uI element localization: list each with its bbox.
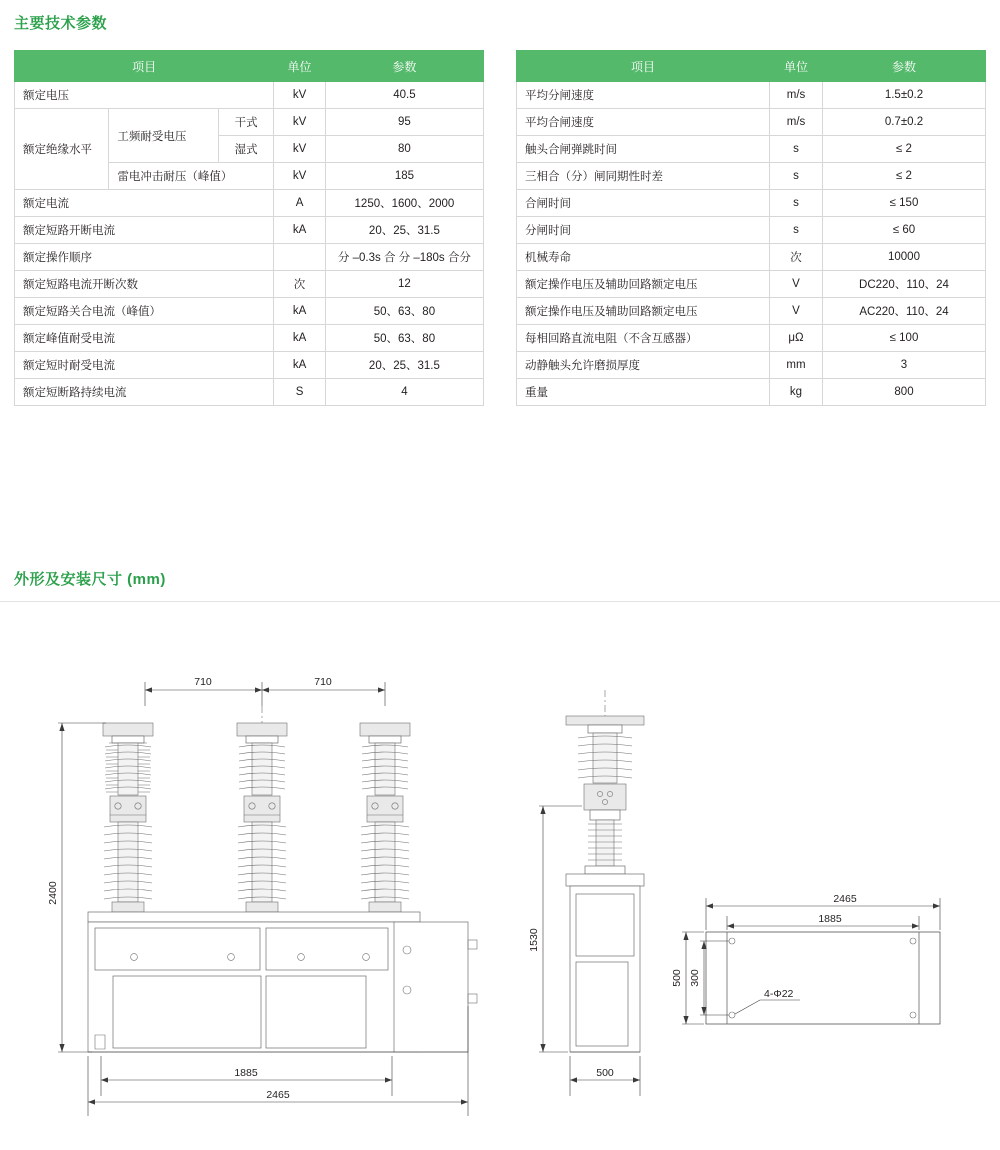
table-row <box>15 190 484 217</box>
cell-unit: V <box>770 298 823 325</box>
cell-item: 额定操作电压及辅助回路额定电压 <box>517 271 770 298</box>
table-technical-parameters-left <box>14 50 484 406</box>
table-row <box>517 244 986 271</box>
cell-unit <box>274 244 326 271</box>
table-row <box>15 271 484 298</box>
cell-item-group: 额定绝缘水平 <box>15 109 109 190</box>
page-title-parameters: 主要技术参数 <box>14 15 108 32</box>
table-row <box>517 109 986 136</box>
cell-item: 合闸时间 <box>517 190 770 217</box>
dim-plan-hole-spacing <box>700 941 729 1015</box>
table-row <box>15 244 484 271</box>
cell-value: 10000 <box>823 244 986 271</box>
cell-unit: s <box>770 163 823 190</box>
header-unit: 单位 <box>274 51 326 82</box>
cell-unit: m/s <box>770 109 823 136</box>
table-row <box>15 217 484 244</box>
table-row <box>15 298 484 325</box>
cell-value: ≤ 60 <box>823 217 986 244</box>
table-header-row <box>15 51 484 82</box>
side-view <box>528 690 644 1096</box>
pole-assembly-b <box>237 706 287 912</box>
cell-value: 20、25、31.5 <box>325 352 483 379</box>
cell-value: ≤ 2 <box>823 136 986 163</box>
front-view <box>47 676 477 1116</box>
table-row <box>517 82 986 109</box>
cell-item: 额定短路电流开断次数 <box>15 271 274 298</box>
cell-value: 1250、1600、2000 <box>325 190 483 217</box>
cell-value: 50、63、80 <box>325 298 483 325</box>
cell-unit: 次 <box>770 244 823 271</box>
cell-item: 额定短断路持续电流 <box>15 379 274 406</box>
header-value: 参数 <box>823 51 986 82</box>
cell-value: ≤ 2 <box>823 163 986 190</box>
cell-item: 动静触头允许磨损厚度 <box>517 352 770 379</box>
cell-item: 额定电流 <box>15 190 274 217</box>
cell-value: ≤ 150 <box>823 190 986 217</box>
cell-item: 额定操作顺序 <box>15 244 274 271</box>
cell-unit: 次 <box>274 271 326 298</box>
table-header-row <box>517 51 986 82</box>
table-row <box>517 163 986 190</box>
cell-subitem-2: 干式 <box>219 109 274 136</box>
label-plan-300: 300 <box>689 969 701 987</box>
cell-unit: m/s <box>770 82 823 109</box>
cell-item: 三相合（分）闸同期性时差 <box>517 163 770 190</box>
table-row <box>15 379 484 406</box>
label-plan-2465: 2465 <box>833 893 857 905</box>
label-500-side: 500 <box>596 1067 614 1079</box>
cell-item: 机械寿命 <box>517 244 770 271</box>
cell-subitem-2: 湿式 <box>219 136 274 163</box>
cell-value: ≤ 100 <box>823 325 986 352</box>
table-row <box>15 352 484 379</box>
cell-unit: s <box>770 217 823 244</box>
cell-item: 平均合闸速度 <box>517 109 770 136</box>
page-title-dimensions: 外形及安装尺寸 (mm) <box>14 571 166 588</box>
dim-phase-spacing <box>145 682 385 706</box>
pole-assembly-c <box>360 723 410 912</box>
cell-value: 1.5±0.2 <box>823 82 986 109</box>
table-row <box>517 217 986 244</box>
cell-item: 额定电压 <box>15 82 274 109</box>
cell-unit: kV <box>274 82 326 109</box>
cell-unit: s <box>770 136 823 163</box>
cell-unit: s <box>770 190 823 217</box>
cell-value: 20、25、31.5 <box>325 217 483 244</box>
label-2465: 2465 <box>266 1089 290 1101</box>
cell-item: 每相回路直流电阻（不含互感器） <box>517 325 770 352</box>
cell-value: 40.5 <box>325 82 483 109</box>
table-row <box>517 298 986 325</box>
cell-value: 0.7±0.2 <box>823 109 986 136</box>
table-row <box>15 325 484 352</box>
cell-item: 额定短路开断电流 <box>15 217 274 244</box>
header-value: 参数 <box>325 51 483 82</box>
cell-value: 80 <box>325 136 483 163</box>
cell-unit: kA <box>274 325 326 352</box>
plan-view <box>671 893 940 1024</box>
label-1530: 1530 <box>528 928 540 952</box>
cell-value: AC220、110、24 <box>823 298 986 325</box>
cell-unit: kV <box>274 136 326 163</box>
cell-value: 4 <box>325 379 483 406</box>
table-row <box>517 271 986 298</box>
label-plan-500: 500 <box>671 969 683 987</box>
cell-unit: V <box>770 271 823 298</box>
cell-item: 额定峰值耐受电流 <box>15 325 274 352</box>
cell-unit: mm <box>770 352 823 379</box>
front-cabinet <box>88 912 477 1052</box>
label-710-right: 710 <box>314 676 332 688</box>
cell-item: 额定短时耐受电流 <box>15 352 274 379</box>
cell-value: 分 –0.3s 合 分 –180s 合分 <box>325 244 483 271</box>
cell-subitem: 工频耐受电压 <box>109 109 219 163</box>
cell-value: 95 <box>325 109 483 136</box>
header-item: 项目 <box>15 51 274 82</box>
cell-item: 触头合闸弹跳时间 <box>517 136 770 163</box>
cell-value: 50、63、80 <box>325 325 483 352</box>
cell-unit: kV <box>274 163 326 190</box>
table-row <box>517 136 986 163</box>
label-hole-note: 4-Φ22 <box>764 988 794 1000</box>
cell-value: 12 <box>325 271 483 298</box>
dimension-drawing <box>0 610 1000 1150</box>
cell-value: DC220、110、24 <box>823 271 986 298</box>
label-plan-1885: 1885 <box>818 913 842 925</box>
cell-unit: A <box>274 190 326 217</box>
cell-value: 3 <box>823 352 986 379</box>
cell-item: 分闸时间 <box>517 217 770 244</box>
cell-unit: μΩ <box>770 325 823 352</box>
table-row <box>517 379 986 406</box>
label-2400: 2400 <box>47 881 59 905</box>
cell-unit: S <box>274 379 326 406</box>
cell-subitem: 雷电冲击耐压（峰值） <box>109 163 274 190</box>
label-710-left: 710 <box>194 676 212 688</box>
cell-unit: kA <box>274 352 326 379</box>
cell-unit: kA <box>274 298 326 325</box>
cell-unit: kg <box>770 379 823 406</box>
cell-item: 额定操作电压及辅助回路额定电压 <box>517 298 770 325</box>
header-item: 项目 <box>517 51 770 82</box>
table-technical-parameters-right <box>516 50 986 406</box>
table-row <box>15 82 484 109</box>
cell-item: 平均分闸速度 <box>517 82 770 109</box>
cell-value: 800 <box>823 379 986 406</box>
table-row <box>15 109 484 136</box>
cell-unit: kV <box>274 109 326 136</box>
cell-value: 185 <box>325 163 483 190</box>
section-divider <box>0 601 1000 602</box>
table-row <box>517 325 986 352</box>
pole-assembly-a <box>103 723 153 912</box>
header-unit: 单位 <box>770 51 823 82</box>
cell-item: 额定短路关合电流（峰值） <box>15 298 274 325</box>
table-row <box>517 190 986 217</box>
cell-item: 重量 <box>517 379 770 406</box>
label-1885: 1885 <box>234 1067 258 1079</box>
cell-unit: kA <box>274 217 326 244</box>
table-row <box>517 352 986 379</box>
